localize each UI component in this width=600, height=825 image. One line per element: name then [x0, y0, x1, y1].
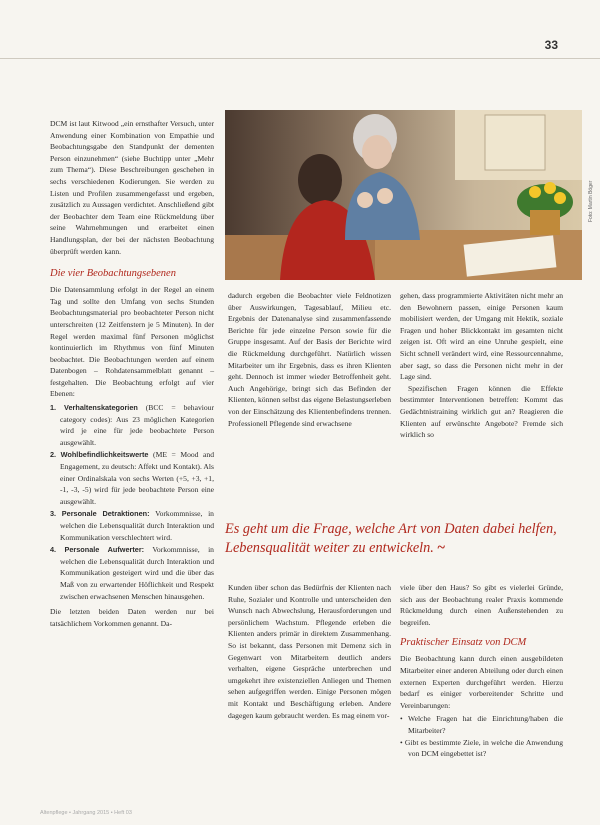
column-1-tail: Die letzten beiden Daten werden nur bei tatsächlichem Vorkommen genannt. Da-: [50, 607, 214, 628]
column-3-paragraph-3: viele über den Haus? So gibt es vielerlei Gründe, sich aus der Beobachtung realer Praxis kommende Rückmeldung durch einen Außenstehenden zu begreifen.: [400, 583, 563, 627]
column-1: [50, 118, 214, 629]
section-heading-praktischer-einsatz: Praktischer Einsatz von DCM: [400, 637, 527, 649]
page-footer: Altenpflege • Jahrgang 2015 • Heft 03: [40, 810, 132, 816]
quote-end-glyph: ~: [437, 540, 445, 556]
column-3-paragraph-1: gehen, dass programmierte Aktivitäten nicht mehr an den Bewohnern passen, einige Personen kaum mobilisiert werden, der Umgang mit Hektik, soziale Fragen und hoher Blickkontakt im gesamten nicht zeigen ist. Oft wird an eine Unruhe gespielt, eine Sicht schnell verändert wird, eine Ressourcennahme, aber sagt, so dass die Personen nicht mehr in der Lage sind.: [400, 291, 563, 382]
column-3-paragraph-4: Die Beobachtung kann durch einen ausgebildeten Mitarbeiter einer anderen Abteilung oder durch einen externen Experten durchgeführt werden. Hierzu bedarf es einiger vorbereitender Schritte und Vereinbarungen:: [400, 654, 563, 710]
section-heading-beobachtungsebenen: Die vier Beobachtungsebenen: [50, 268, 176, 280]
preparation-questions-list: [400, 713, 563, 759]
page-number: 33: [544, 38, 558, 52]
list-item: • Gibt es bestimmte Ziele, in welche die Anwendung von DCM eingebettet ist?: [400, 737, 564, 759]
list-item: 3. Personale Detraktionen: Vorkommnisse, in welchen die Lebensqualität durch Interaktion und Kommunikation verschlechtert wird.: [50, 509, 214, 542]
pull-quote-text: Es geht um die Frage, welche Art von Daten dabei helfen, Lebensqualität weiter zu entwickeln.: [225, 521, 557, 556]
list-item: 1. Verhaltenskategorien (BCC = behaviour category codes): Aus 23 möglichen Kategorien wird je eine für jede beobachtete Person ausgewählt.: [50, 403, 214, 447]
column-2-bottom: Kunden über schon das Bedürfnis der Klienten nach Ruhe, Sozialer und Kontrolle und unterscheiden den Wunsch nach Abwechslung, Herausforderungen und persönlichem Wachstum. Pflegende erleben die Klienten anders primär in direktem Zusammenhang. So ist bekannt, dass Personen mit Demenz sich in Gegenwart von Mitarbeitern deutlich anders verhalten, eigene Gespräche unterbrechen und umgekehrt ihre existenziellen Anliegen und Themen sehen aufgegriffen werden. Einige Personen mögen mit Kontakt und Beschäftigung erleben. Andere dagegen kaum gebraucht werden. Es mag einem vor-: [228, 583, 391, 720]
column-3-paragraph-2: Spezifischen Fragen können die Effekte bestimmter Interventionen betreffen: Kommt das Gedächtnistraining wirklich gut an? Reagieren die Klienten auf erwünschte Angebote? Fremde sich wirklich so: [400, 383, 563, 440]
intro-paragraph: DCM ist laut Kitwood „ein ernsthafter Versuch, unter Anwendung einer Kombination von Empathie und Beobachtungsgabe den Standpunkt der dementen Person einzunehmen“ (siehe Buchtipp unter „Mehr zum Thema“). Diese Beschreibungen geschehen in sechs verschiedenen Kodierungen. Sie werden zu Listen und Profilen zusammengefasst und ergeben, zusätzlich zu Aussagen verdichtet. Anschließend gibt der Beobachter dem Team eine Rückmeldung über seine Wahrnehmungen und erarbeitet einen Handlungsplan, der bei der nächsten Beobachtung überprüft werden kann.: [50, 119, 214, 256]
list-item: 4. Personale Aufwerter: Vorkommnisse, in welchen die Lebensqualität durch Interaktion und Kommunikation gesteigert wird und die über das Maß von zu erwartender Höflichkeit und Respekt zwischen erwachsenen Menschen hinausgehen.: [50, 545, 214, 601]
column-3-top: [400, 290, 563, 441]
observation-levels-list: [50, 402, 214, 602]
pull-quote: [225, 520, 565, 558]
column-3-bottom: [400, 582, 563, 760]
list-item: 2. Wohlbefindlichkeitswerte (ME = Mood and Engagement, zu deutsch: Affekt und Kontakt). Als einer Ordinalskala von sechs Werten (+5, +3, +1, -1, -3, -5) wird für jede beobachtete Person eine ausgewählt.: [50, 450, 214, 506]
photo-caregiver-with-elderly-woman: [225, 110, 582, 280]
column-2-top: dadurch ergeben die Beobachter viele Feldnotizen über Auswirkungen, Tagesablauf, Milieu etc. Ergebnis der Datenanalyse sind zusammenfassende Berichte für jede einzelne Person sowie für die Gruppe insgesamt. Auf der Basis der Berichte wird die Rückmeldung durchgeführt. Natürlich wissen Mitarbeiter um ihr Ergebnis, dass es ihren Klienten geht. Dennoch ist immer wieder Betroffenheit geht. Auch Angehörige, bringt sich das Befinden der Klienten, können selbst das eigene Belastungserleben von der Einschätzung des Klientenbefindens trennen. Professionell Pflegende sind erwachsene: [228, 291, 391, 428]
photo-credit: Foto: Martin Böger: [588, 180, 594, 222]
photo-illustration: [225, 110, 582, 280]
method-paragraph: Die Datensammlung erfolgt in der Regel an einem Tag und sollte den Umfang von sechs Stunden Beobachtungsmaterial pro beobachteter Person nicht unterschreiten (12 Zeitfenstern je 5 Minuten). In der Regel werden maximal fünf Personen möglichst kontinuierlich im Rhythmus von fünf Minuten beobachtet. Die Beobachtungen werden auf einem Datenbogen – Rohdatensammelblatt genannt – festgehalten. Die Beobachtung erfolgt auf vier Ebenen:: [50, 285, 214, 399]
list-item: • Welche Fragen hat die Einrichtung/haben die Mitarbeiter?: [400, 714, 563, 735]
header-rule: [0, 58, 600, 59]
